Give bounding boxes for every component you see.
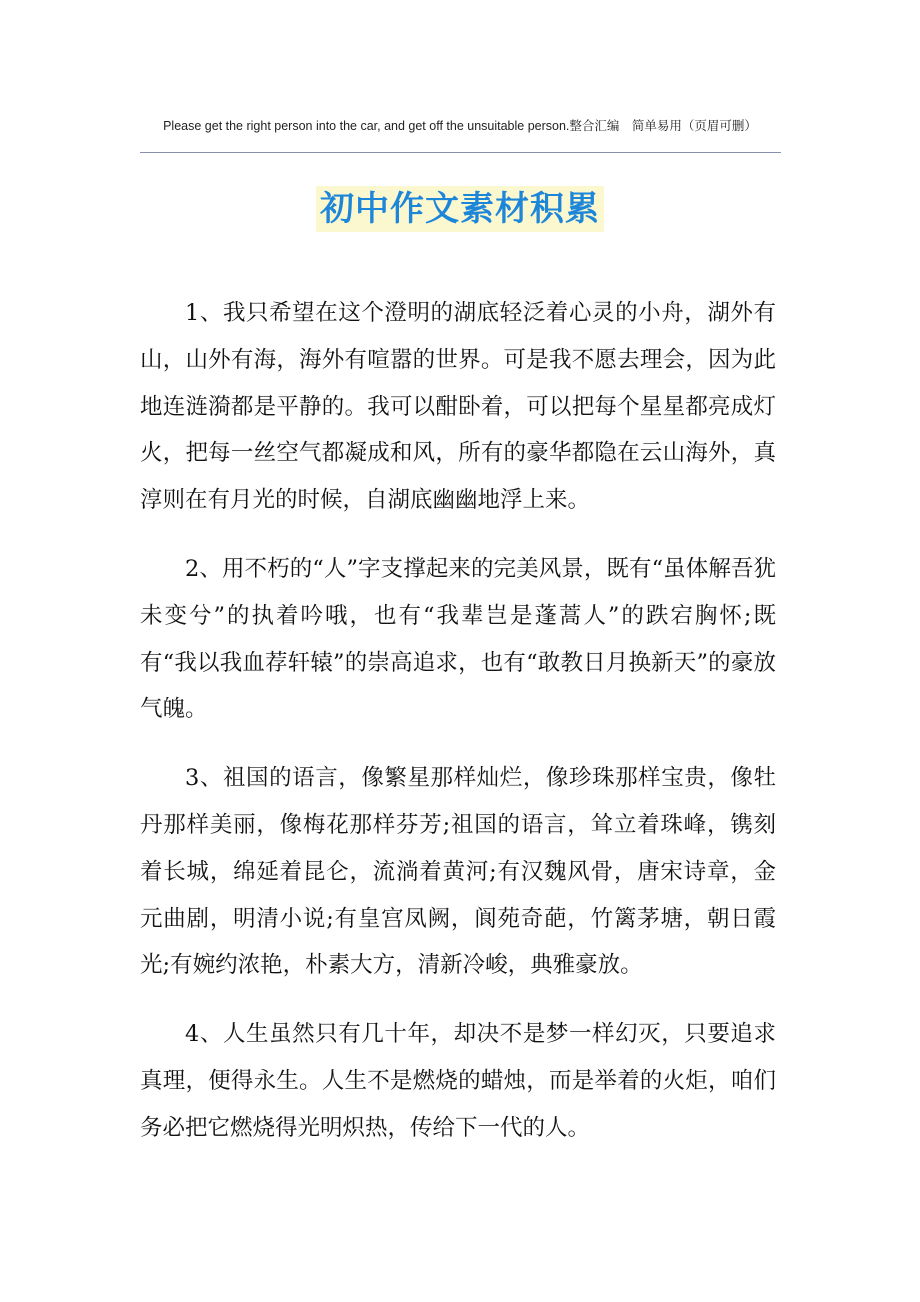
page-header: Please get the right person into the car, and get off the unsuitable person.整合汇编 简单易用（页眉可删） — [163, 119, 757, 133]
document-body — [140, 290, 776, 1174]
page-title: 初中作文素材积累 — [316, 186, 604, 232]
paragraph-4: 4、人生虽然只有几十年，却决不是梦一样幻灭，只要追求真理，便得永生。人生不是燃烧的蜡烛，而是举着的火炬，咱们务必把它燃烧得光明炽热，传给下一代的人。 — [140, 1021, 776, 1141]
paragraph-3: 3、祖国的语言，像繁星那样灿烂，像珍珠那样宝贵，像牡丹那样美丽，像梅花那样芬芳;祖国的语言，耸立着珠峰，镌刻着长城，绵延着昆仑，流淌着黄河;有汉魏风骨，唐宋诗章，金元曲剧，明清小说;有皇宫凤阙，阆苑奇葩，竹篱茅塘，朝日霞光;有婉约浓艳，朴素大方，清新冷峻，典雅豪放。 — [140, 765, 776, 979]
paragraph-2: 2、用不朽的“人”字支撑起来的完美风景，既有“虽体解吾犹未变兮”的执着吟哦，也有“我辈岂是蓬蒿人”的跌宕胸怀;既有“我以我血荐轩辕”的崇高追求，也有“敢教日月换新天”的豪放气魄。 — [140, 555, 776, 723]
header-divider — [140, 152, 781, 153]
title-container — [0, 186, 920, 232]
paragraph-1: 1、我只希望在这个澄明的湖底轻泛着心灵的小舟，湖外有山，山外有海，海外有喧嚣的世界。可是我不愿去理会，因为此地连涟漪都是平静的。我可以酣卧着，可以把每个星星都亮成灯火，把每一丝空气都凝成和风，所有的豪华都隐在云山海外，真淳则在有月光的时候，自湖底幽幽地浮上来。 — [140, 300, 776, 514]
